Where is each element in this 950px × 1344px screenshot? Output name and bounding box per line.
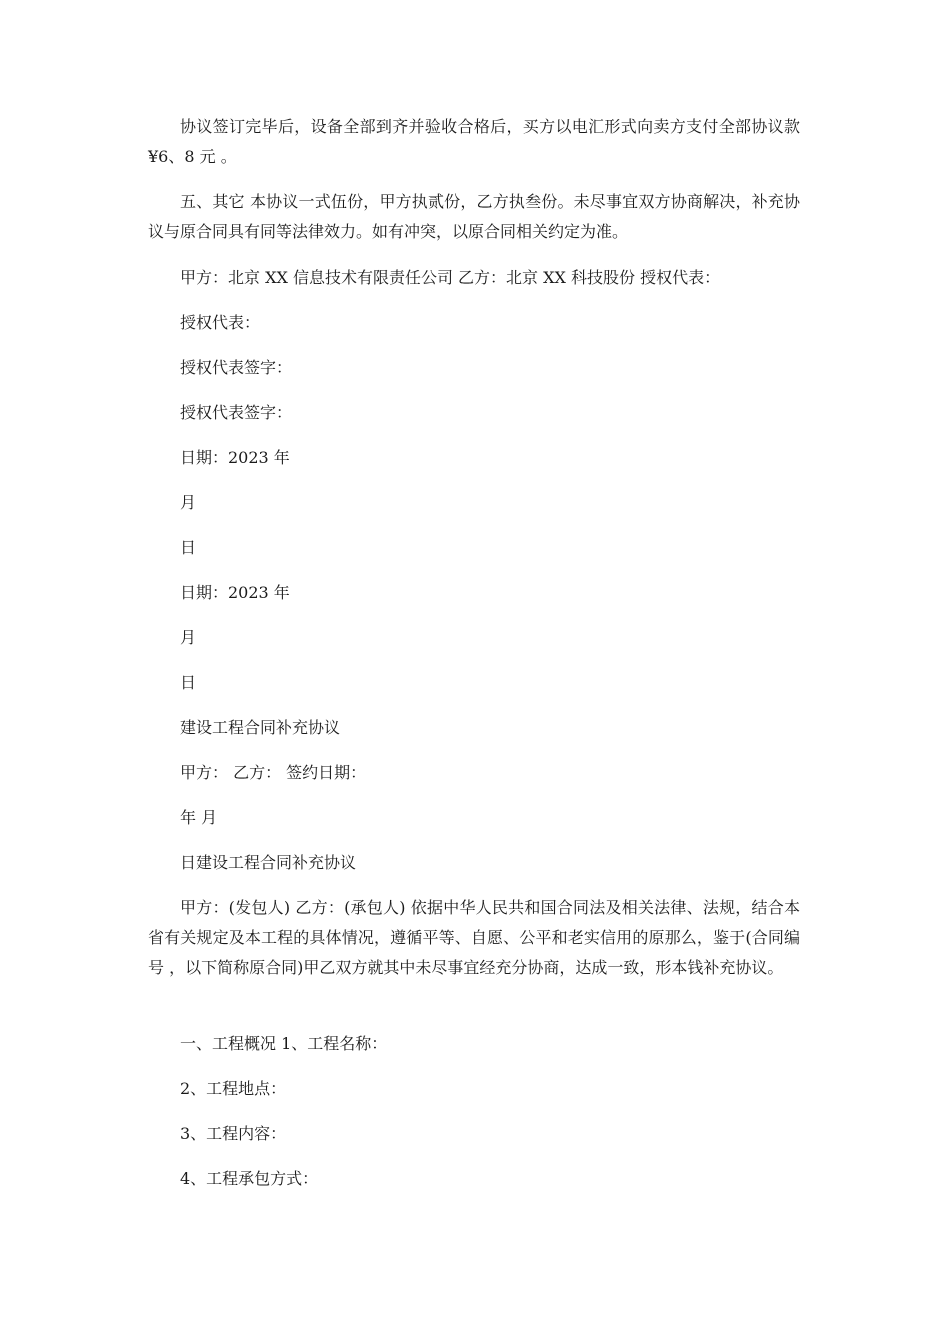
- date-day-b: 日: [180, 673, 197, 692]
- parties-line: 甲方：北京 XX 信息技术有限责任公司 乙方：北京 XX 科技股份 授权代表：: [180, 268, 721, 287]
- project-content-line: 3、工程内容：: [180, 1124, 287, 1143]
- date-day-a: 日: [180, 538, 197, 557]
- project-location-line: 2、工程地点：: [180, 1079, 287, 1098]
- preamble-paragraph: 甲方：(发包人) 乙方：(承包人) 依据中华人民共和国合同法及相关法律、法规，结合本省有关规定及本工程的具体情况，遵循平等、自愿、公平和老实信用的原那么，鉴于(合同编号 ，以下简称原合同)甲乙双方就其中未尽事宜经充分协商，达成一致，形本钱补充协议。: [148, 898, 800, 977]
- project-contract-method-line: 4、工程承包方式：: [180, 1169, 319, 1188]
- date-month-a: 月: [180, 493, 197, 512]
- project-overview-line: 一、工程概况 1、工程名称：: [180, 1034, 388, 1053]
- other-terms-paragraph: 五、其它 本协议一式伍份，甲方执贰份，乙方执叁份。未尽事宜双方协商解决，补充协议与原合同具有同等法律效力。如有冲突，以原合同相关约定为准。: [148, 192, 800, 241]
- payment-paragraph: 协议签订完毕后，设备全部到齐并验收合格后，买方以电汇形式向卖方支付全部协议款¥6、8 元 。: [148, 117, 800, 166]
- signature-line-a: 授权代表签字：: [180, 358, 293, 377]
- section-title: 建设工程合同补充协议: [180, 718, 341, 737]
- signing-parties-line: 甲方： 乙方： 签约日期：: [180, 763, 367, 782]
- date-year-b: 日期：2023 年: [180, 583, 290, 602]
- date-month-b: 月: [180, 628, 197, 647]
- signature-line-b: 授权代表签字：: [180, 403, 293, 422]
- day-title-line: 日建设工程合同补充协议: [180, 853, 357, 872]
- date-year-a: 日期：2023 年: [180, 448, 290, 467]
- authorized-rep-line: 授权代表：: [180, 313, 261, 332]
- year-month-line: 年 月: [180, 808, 218, 827]
